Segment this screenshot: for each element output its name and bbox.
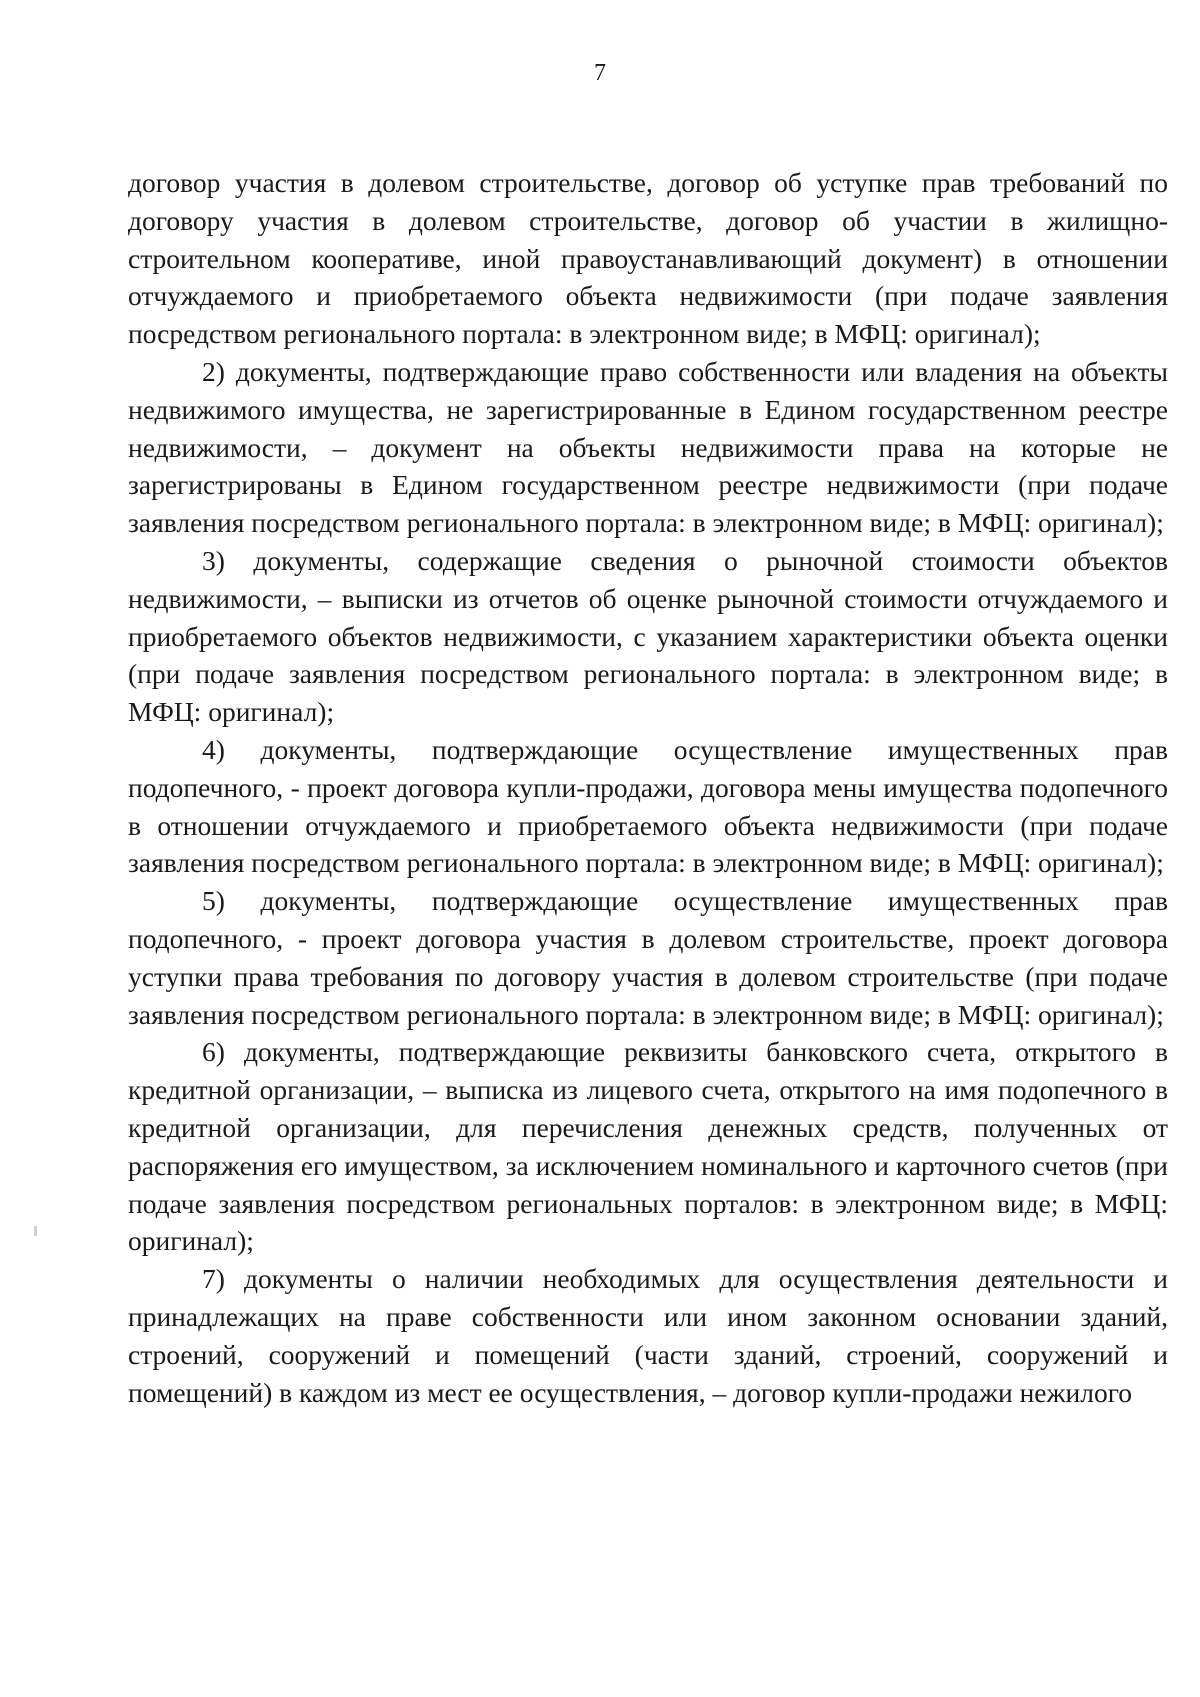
- paragraph-item-2: 2) документы, подтверждающие право собственности или владения на объекты недвижимого имущества, не зарегистрированные в Едином государственном реестре недвижимости, – документ на объекты недвижимости права на которые не зарегистрированы в Едином государственном реестре недвижимости (при подаче заявления посредством регионального портала: в электронном виде; в МФЦ: оригинал);: [128, 355, 1168, 539]
- paragraph-item-7: 7) документы о наличии необходимых для осуществления деятельности и принадлежащих на праве собственности или ином законном основании зданий, строений, сооружений и помещений (части зданий, строений, сооружений и помещений) в каждом из мест ее осуществления, – договор купли-продажи нежилого: [128, 1263, 1168, 1408]
- paragraph-item-6: 6) документы, подтверждающие реквизиты банковского счета, открытого в кредитной организации, – выписка из лицевого счета, открытого на имя подопечного в кредитной организации, для перечисления денежных средств, полученных от распоряжения его имуществом, за исключением номинального и карточного счетов (при подаче заявления посредством региональных порталов: в электронном виде; в МФЦ: оригинал);: [128, 1036, 1168, 1257]
- paragraph-item-4: 4) документы, подтверждающие осуществление имущественных прав подопечного, - проект договора купли-продажи, договора мены имущества подопечного в отношении отчуждаемого и приобретаемого объекта недвижимости (при подаче заявления посредством регионального портала: в электронном виде; в МФЦ: оригинал);: [128, 733, 1168, 879]
- document-body: [128, 164, 1168, 1411]
- paragraph-continuation: договор участия в долевом строительстве, договор об уступке прав требований по договору участия в долевом строительстве, договор об участии в жилищно-строительном кооперативе, иной правоустанавливающий документ) в отношении отчуждаемого и приобретаемого объекта недвижимости (при подаче заявления посредством регионального портала: в электронном виде; в МФЦ: оригинал);: [128, 167, 1168, 350]
- paragraph-item-3: 3) документы, содержащие сведения о рыночной стоимости объектов недвижимости, – выписки из отчетов об оценке рыночной стоимости отчуждаемого и приобретаемого объектов недвижимости, с указанием характеристики объекта оценки (при подаче заявления посредством регионального портала: в электронном виде; в МФЦ: оригинал);: [128, 544, 1168, 728]
- scan-margin-mark: [34, 1226, 37, 1236]
- page-number: 7: [594, 60, 606, 86]
- paragraph-item-5: 5) документы, подтверждающие осуществление имущественных прав подопечного, - проект договора участия в долевом строительстве, проект договора уступки права требования по договору участия в долевом строительстве (при подаче заявления посредством регионального портала: в электронном виде; в МФЦ: оригинал);: [128, 885, 1168, 1030]
